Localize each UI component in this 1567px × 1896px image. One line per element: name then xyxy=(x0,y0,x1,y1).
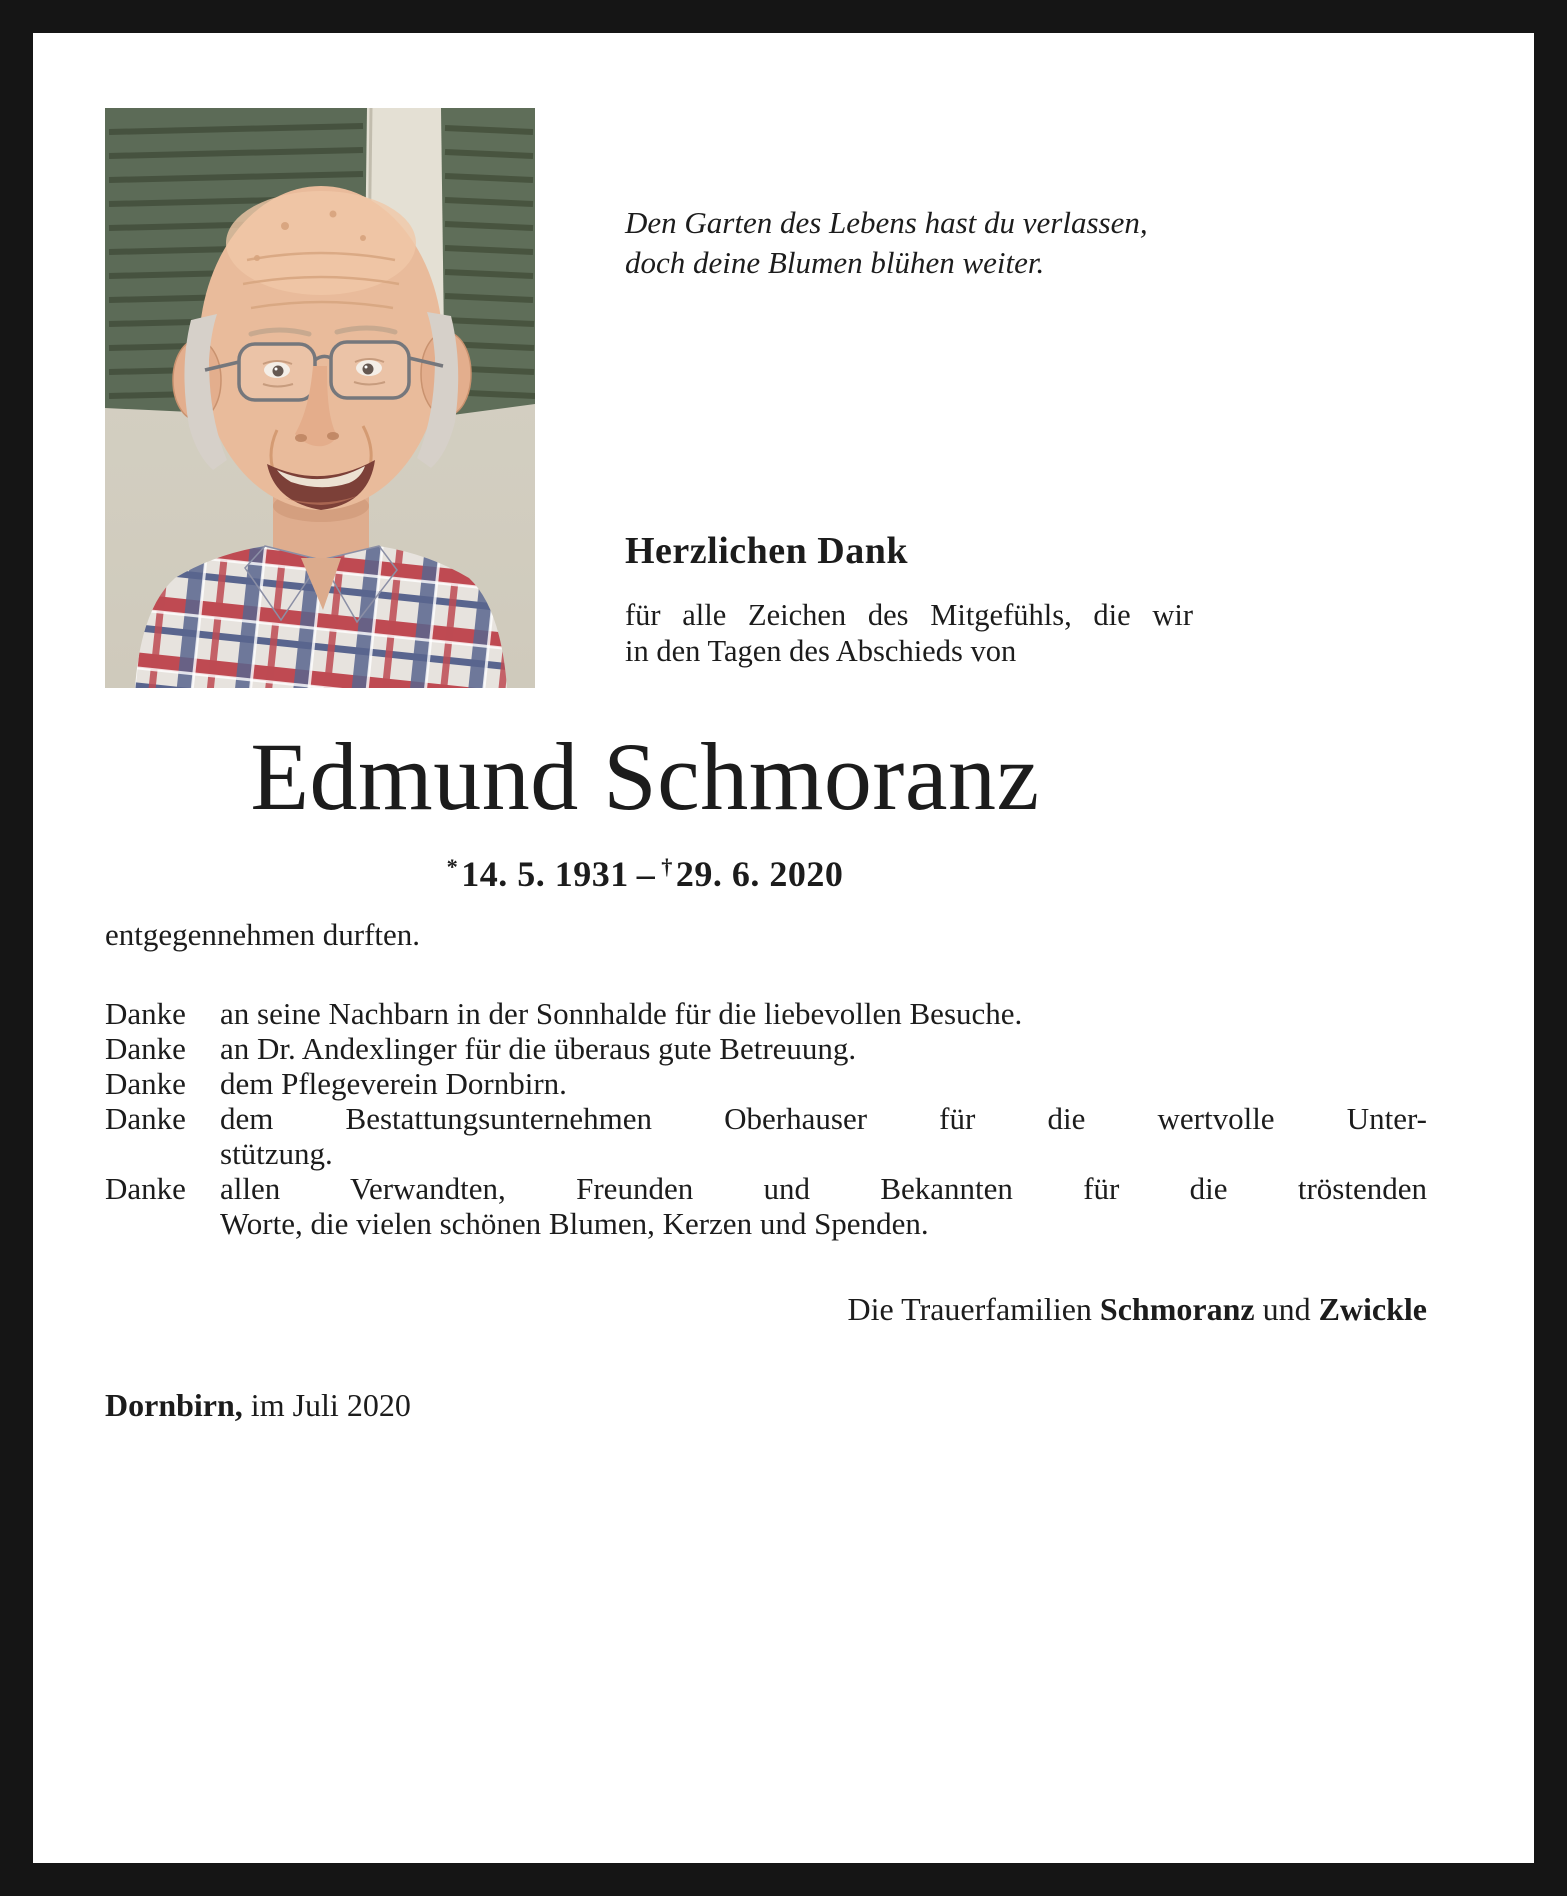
thanks-intro xyxy=(625,598,1193,670)
thanks-heading: Herzlichen Dank xyxy=(625,530,908,572)
family-name-2: Zwickle xyxy=(1318,1291,1427,1327)
birth-symbol: * xyxy=(446,854,459,880)
thanks-line: an seine Nachbarn in der Sonnhalde für die liebevollen Besuche. xyxy=(220,996,1023,1031)
thanks-row xyxy=(105,1171,1427,1241)
thanks-line: Worte, die vielen schönen Blumen, Kerzen und Spenden. xyxy=(220,1206,929,1241)
thanks-line: allen Verwandten, Freunden und Bekannten für die tröstenden xyxy=(220,1171,1427,1206)
thanks-row xyxy=(105,1066,1427,1101)
memorial-quote-line-1: Den Garten des Lebens hast du verlassen, xyxy=(625,205,1148,240)
birth-date: 14. 5. 1931 xyxy=(461,854,629,894)
thanks-intro-line-2: in den Tagen des Abschieds von xyxy=(625,633,1017,668)
thanks-label: Danke xyxy=(105,1171,186,1206)
family-name-1: Schmoranz xyxy=(1099,1291,1255,1327)
closing-line xyxy=(105,1291,1427,1328)
thanks-line: dem Pflegeverein Dornbirn. xyxy=(220,1066,567,1101)
received-line: entgegennehmen durften. xyxy=(105,917,421,952)
death-symbol: † xyxy=(661,854,673,880)
thanks-label: Danke xyxy=(105,1031,186,1066)
portrait-photo xyxy=(105,108,535,688)
notice-date: im Juli 2020 xyxy=(250,1387,411,1423)
thanks-row xyxy=(105,1031,1427,1066)
death-date: 29. 6. 2020 xyxy=(675,854,844,894)
closing-prefix: Die Trauerfamilien xyxy=(847,1291,1092,1327)
thanks-row xyxy=(105,1101,1427,1171)
thanks-line: an Dr. Andexlinger für die überaus gute Betreuung. xyxy=(220,1031,857,1066)
place-date-line xyxy=(105,1387,411,1424)
thanks-label: Danke xyxy=(105,996,186,1031)
thanks-list xyxy=(105,996,1427,1241)
thanks-text xyxy=(220,1171,1427,1241)
deceased-name: Edmund Schmoranz xyxy=(250,723,1040,830)
thanks-label: Danke xyxy=(105,1101,186,1136)
memorial-quote-line-2: doch deine Blumen blühen weiter. xyxy=(625,245,1045,281)
thanks-line: stützung. xyxy=(220,1136,333,1171)
thanks-line: dem Bestattungsunternehmen Oberhauser für die wertvolle Unter- xyxy=(220,1101,1427,1136)
thanks-text xyxy=(220,996,1427,1031)
thanks-row xyxy=(105,996,1427,1031)
thanks-intro-line-1: für alle Zeichen des Mitgefühls, die wir xyxy=(625,598,1193,632)
life-dates xyxy=(105,853,1185,895)
thanks-text xyxy=(220,1031,1427,1066)
closing-conjunction: und xyxy=(1262,1291,1311,1327)
memorial-quote xyxy=(625,203,1205,284)
place: Dornbirn, xyxy=(105,1387,243,1423)
thanks-text xyxy=(220,1066,1427,1101)
thanks-label: Danke xyxy=(105,1066,186,1101)
thanks-text xyxy=(220,1101,1427,1171)
obituary-paper xyxy=(33,33,1534,1863)
portrait-illustration xyxy=(105,108,535,688)
dates-separator: – xyxy=(636,854,656,894)
